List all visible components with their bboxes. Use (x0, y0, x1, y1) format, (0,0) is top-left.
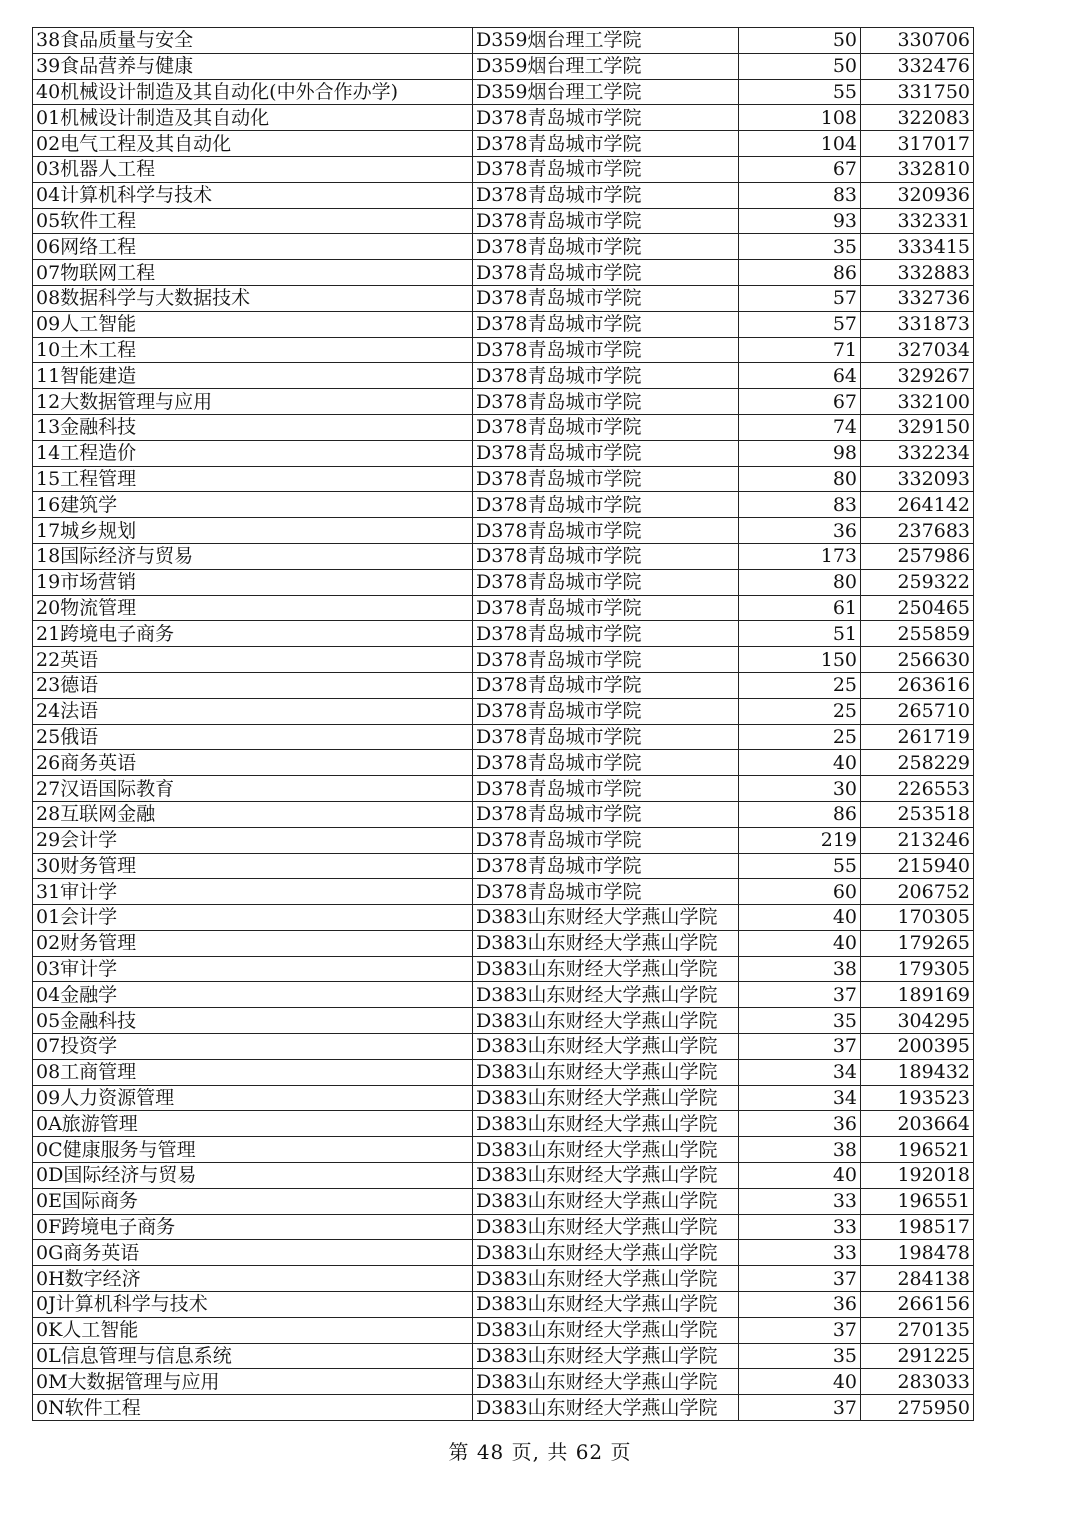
rank-cell: 258229 (861, 750, 974, 776)
rank-cell: 329150 (861, 414, 974, 440)
rank-cell: 332810 (861, 156, 974, 182)
admission-table (32, 27, 974, 1421)
count-cell: 37 (739, 1317, 861, 1343)
table-row (33, 853, 974, 879)
count-cell: 37 (739, 982, 861, 1008)
school-cell: D378青岛城市学院 (473, 414, 739, 440)
school-cell: D378青岛城市学院 (473, 801, 739, 827)
table-row (33, 724, 974, 750)
rank-cell: 329267 (861, 363, 974, 389)
table-row (33, 1395, 974, 1421)
major-cell: 0N软件工程 (33, 1395, 473, 1421)
rank-cell: 200395 (861, 1034, 974, 1060)
count-cell: 86 (739, 801, 861, 827)
table-row (33, 285, 974, 311)
school-cell: D378青岛城市学院 (473, 156, 739, 182)
school-cell: D378青岛城市学院 (473, 698, 739, 724)
table-row (33, 982, 974, 1008)
school-cell: D378青岛城市学院 (473, 879, 739, 905)
rank-cell: 322083 (861, 105, 974, 131)
school-cell: D383山东财经大学燕山学院 (473, 1317, 739, 1343)
count-cell: 25 (739, 672, 861, 698)
school-cell: D378青岛城市学院 (473, 853, 739, 879)
rank-cell: 261719 (861, 724, 974, 750)
table-row (33, 414, 974, 440)
school-cell: D383山东财经大学燕山学院 (473, 1292, 739, 1318)
rank-cell: 179305 (861, 956, 974, 982)
rank-cell: 283033 (861, 1369, 974, 1395)
count-cell: 173 (739, 543, 861, 569)
table-row (33, 1059, 974, 1085)
school-cell: D378青岛城市学院 (473, 569, 739, 595)
major-cell: 38食品质量与安全 (33, 28, 473, 54)
school-cell: D378青岛城市学院 (473, 131, 739, 157)
school-cell: D383山东财经大学燕山学院 (473, 1266, 739, 1292)
major-cell: 19市场营销 (33, 569, 473, 595)
page-number-footer: 第 48 页, 共 62 页 (448, 1440, 632, 1464)
count-cell: 25 (739, 698, 861, 724)
major-cell: 27汉语国际教育 (33, 776, 473, 802)
school-cell: D378青岛城市学院 (473, 337, 739, 363)
count-cell: 33 (739, 1240, 861, 1266)
table-row (33, 905, 974, 931)
table-row (33, 569, 974, 595)
count-cell: 74 (739, 414, 861, 440)
rank-cell: 284138 (861, 1266, 974, 1292)
major-cell: 0G商务英语 (33, 1240, 473, 1266)
count-cell: 40 (739, 930, 861, 956)
major-cell: 07投资学 (33, 1034, 473, 1060)
school-cell: D383山东财经大学燕山学院 (473, 1395, 739, 1421)
count-cell: 38 (739, 956, 861, 982)
school-cell: D383山东财经大学燕山学院 (473, 1343, 739, 1369)
major-cell: 0F跨境电子商务 (33, 1214, 473, 1240)
school-cell: D383山东财经大学燕山学院 (473, 1214, 739, 1240)
admission-table-body (33, 28, 974, 1421)
school-cell: D383山东财经大学燕山学院 (473, 1008, 739, 1034)
rank-cell: 198478 (861, 1240, 974, 1266)
count-cell: 36 (739, 518, 861, 544)
table-row (33, 543, 974, 569)
rank-cell: 291225 (861, 1343, 974, 1369)
count-cell: 33 (739, 1214, 861, 1240)
school-cell: D378青岛城市学院 (473, 260, 739, 286)
count-cell: 219 (739, 827, 861, 853)
table-row (33, 182, 974, 208)
rank-cell: 266156 (861, 1292, 974, 1318)
major-cell: 21跨境电子商务 (33, 621, 473, 647)
school-cell: D378青岛城市学院 (473, 543, 739, 569)
major-cell: 15工程管理 (33, 466, 473, 492)
school-cell: D383山东财经大学燕山学院 (473, 956, 739, 982)
table-row (33, 1343, 974, 1369)
major-cell: 28互联网金融 (33, 801, 473, 827)
major-cell: 20物流管理 (33, 595, 473, 621)
table-row (33, 208, 974, 234)
school-cell: D359烟台理工学院 (473, 28, 739, 54)
major-cell: 40机械设计制造及其自动化(中外合作办学) (33, 79, 473, 105)
table-row (33, 466, 974, 492)
count-cell: 67 (739, 389, 861, 415)
rank-cell: 304295 (861, 1008, 974, 1034)
major-cell: 0L信息管理与信息系统 (33, 1343, 473, 1369)
table-row (33, 260, 974, 286)
school-cell: D378青岛城市学院 (473, 621, 739, 647)
count-cell: 83 (739, 182, 861, 208)
school-cell: D383山东财经大学燕山学院 (473, 1034, 739, 1060)
count-cell: 55 (739, 853, 861, 879)
school-cell: D378青岛城市学院 (473, 311, 739, 337)
count-cell: 150 (739, 647, 861, 673)
rank-cell: 332331 (861, 208, 974, 234)
table-row (33, 621, 974, 647)
school-cell: D383山东财经大学燕山学院 (473, 1163, 739, 1189)
table-row (33, 337, 974, 363)
school-cell: D378青岛城市学院 (473, 466, 739, 492)
count-cell: 61 (739, 595, 861, 621)
count-cell: 40 (739, 1369, 861, 1395)
count-cell: 98 (739, 440, 861, 466)
count-cell: 93 (739, 208, 861, 234)
major-cell: 03审计学 (33, 956, 473, 982)
major-cell: 23德语 (33, 672, 473, 698)
table-row (33, 492, 974, 518)
school-cell: D383山东财经大学燕山学院 (473, 1111, 739, 1137)
school-cell: D378青岛城市学院 (473, 182, 739, 208)
major-cell: 03机器人工程 (33, 156, 473, 182)
school-cell: D378青岛城市学院 (473, 750, 739, 776)
school-cell: D383山东财经大学燕山学院 (473, 1188, 739, 1214)
count-cell: 60 (739, 879, 861, 905)
rank-cell: 226553 (861, 776, 974, 802)
rank-cell: 196551 (861, 1188, 974, 1214)
table-row (33, 363, 974, 389)
count-cell: 51 (739, 621, 861, 647)
school-cell: D378青岛城市学院 (473, 285, 739, 311)
count-cell: 33 (739, 1188, 861, 1214)
rank-cell: 331750 (861, 79, 974, 105)
count-cell: 57 (739, 311, 861, 337)
count-cell: 64 (739, 363, 861, 389)
table-row (33, 1240, 974, 1266)
table-row (33, 879, 974, 905)
count-cell: 57 (739, 285, 861, 311)
count-cell: 35 (739, 1343, 861, 1369)
count-cell: 34 (739, 1085, 861, 1111)
school-cell: D378青岛城市学院 (473, 492, 739, 518)
count-cell: 35 (739, 234, 861, 260)
table-row (33, 930, 974, 956)
major-cell: 0M大数据管理与应用 (33, 1369, 473, 1395)
table-row (33, 827, 974, 853)
table-row (33, 1266, 974, 1292)
rank-cell: 253518 (861, 801, 974, 827)
rank-cell: 179265 (861, 930, 974, 956)
rank-cell: 198517 (861, 1214, 974, 1240)
school-cell: D378青岛城市学院 (473, 595, 739, 621)
table-row (33, 440, 974, 466)
count-cell: 37 (739, 1395, 861, 1421)
rank-cell: 265710 (861, 698, 974, 724)
school-cell: D383山东财经大学燕山学院 (473, 930, 739, 956)
rank-cell: 189169 (861, 982, 974, 1008)
major-cell: 10土木工程 (33, 337, 473, 363)
table-row (33, 672, 974, 698)
count-cell: 86 (739, 260, 861, 286)
major-cell: 04计算机科学与技术 (33, 182, 473, 208)
count-cell: 40 (739, 905, 861, 931)
table-row (33, 53, 974, 79)
count-cell: 71 (739, 337, 861, 363)
rank-cell: 275950 (861, 1395, 974, 1421)
major-cell: 29会计学 (33, 827, 473, 853)
rank-cell: 189432 (861, 1059, 974, 1085)
table-row (33, 1085, 974, 1111)
table-row (33, 518, 974, 544)
major-cell: 14工程造价 (33, 440, 473, 466)
school-cell: D383山东财经大学燕山学院 (473, 982, 739, 1008)
count-cell: 40 (739, 1163, 861, 1189)
major-cell: 25俄语 (33, 724, 473, 750)
rank-cell: 257986 (861, 543, 974, 569)
count-cell: 37 (739, 1266, 861, 1292)
major-cell: 07物联网工程 (33, 260, 473, 286)
rank-cell: 332736 (861, 285, 974, 311)
major-cell: 26商务英语 (33, 750, 473, 776)
rank-cell: 196521 (861, 1137, 974, 1163)
count-cell: 108 (739, 105, 861, 131)
major-cell: 02电气工程及其自动化 (33, 131, 473, 157)
table-row (33, 750, 974, 776)
major-cell: 08数据科学与大数据技术 (33, 285, 473, 311)
table-row (33, 131, 974, 157)
table-row (33, 1137, 974, 1163)
count-cell: 35 (739, 1008, 861, 1034)
major-cell: 01机械设计制造及其自动化 (33, 105, 473, 131)
rank-cell: 317017 (861, 131, 974, 157)
rank-cell: 259322 (861, 569, 974, 595)
school-cell: D383山东财经大学燕山学院 (473, 1137, 739, 1163)
school-cell: D359烟台理工学院 (473, 79, 739, 105)
major-cell: 39食品营养与健康 (33, 53, 473, 79)
table-row (33, 647, 974, 673)
count-cell: 80 (739, 569, 861, 595)
table-row (33, 156, 974, 182)
count-cell: 36 (739, 1292, 861, 1318)
school-cell: D378青岛城市学院 (473, 776, 739, 802)
table-row (33, 1369, 974, 1395)
table-row (33, 1034, 974, 1060)
major-cell: 06网络工程 (33, 234, 473, 260)
table-row (33, 234, 974, 260)
count-cell: 38 (739, 1137, 861, 1163)
major-cell: 0C健康服务与管理 (33, 1137, 473, 1163)
count-cell: 30 (739, 776, 861, 802)
rank-cell: 320936 (861, 182, 974, 208)
rank-cell: 170305 (861, 905, 974, 931)
table-row (33, 1111, 974, 1137)
rank-cell: 331873 (861, 311, 974, 337)
school-cell: D383山东财经大学燕山学院 (473, 905, 739, 931)
table-row (33, 698, 974, 724)
school-cell: D378青岛城市学院 (473, 672, 739, 698)
major-cell: 05软件工程 (33, 208, 473, 234)
major-cell: 0H数字经济 (33, 1266, 473, 1292)
school-cell: D383山东财经大学燕山学院 (473, 1240, 739, 1266)
school-cell: D378青岛城市学院 (473, 724, 739, 750)
major-cell: 0J计算机科学与技术 (33, 1292, 473, 1318)
table-row (33, 1214, 974, 1240)
school-cell: D378青岛城市学院 (473, 105, 739, 131)
rank-cell: 327034 (861, 337, 974, 363)
school-cell: D378青岛城市学院 (473, 518, 739, 544)
school-cell: D383山东财经大学燕山学院 (473, 1369, 739, 1395)
table-row (33, 311, 974, 337)
major-cell: 24法语 (33, 698, 473, 724)
major-cell: 30财务管理 (33, 853, 473, 879)
rank-cell: 333415 (861, 234, 974, 260)
rank-cell: 256630 (861, 647, 974, 673)
table-row (33, 79, 974, 105)
major-cell: 18国际经济与贸易 (33, 543, 473, 569)
rank-cell: 192018 (861, 1163, 974, 1189)
rank-cell: 330706 (861, 28, 974, 54)
table-row (33, 1292, 974, 1318)
major-cell: 0K人工智能 (33, 1317, 473, 1343)
table-row (33, 956, 974, 982)
major-cell: 01会计学 (33, 905, 473, 931)
rank-cell: 206752 (861, 879, 974, 905)
school-cell: D383山东财经大学燕山学院 (473, 1059, 739, 1085)
table-row (33, 595, 974, 621)
table-row (33, 28, 974, 54)
admission-table-container (32, 27, 973, 1421)
major-cell: 17城乡规划 (33, 518, 473, 544)
school-cell: D378青岛城市学院 (473, 208, 739, 234)
rank-cell: 270135 (861, 1317, 974, 1343)
school-cell: D378青岛城市学院 (473, 647, 739, 673)
rank-cell: 250465 (861, 595, 974, 621)
major-cell: 04金融学 (33, 982, 473, 1008)
school-cell: D378青岛城市学院 (473, 234, 739, 260)
count-cell: 50 (739, 28, 861, 54)
count-cell: 36 (739, 1111, 861, 1137)
count-cell: 104 (739, 131, 861, 157)
major-cell: 11智能建造 (33, 363, 473, 389)
major-cell: 05金融科技 (33, 1008, 473, 1034)
rank-cell: 193523 (861, 1085, 974, 1111)
rank-cell: 263616 (861, 672, 974, 698)
school-cell: D378青岛城市学院 (473, 363, 739, 389)
table-row (33, 1188, 974, 1214)
school-cell: D378青岛城市学院 (473, 440, 739, 466)
count-cell: 83 (739, 492, 861, 518)
table-row (33, 1163, 974, 1189)
count-cell: 50 (739, 53, 861, 79)
rank-cell: 203664 (861, 1111, 974, 1137)
count-cell: 37 (739, 1034, 861, 1060)
rank-cell: 264142 (861, 492, 974, 518)
major-cell: 0D国际经济与贸易 (33, 1163, 473, 1189)
rank-cell: 255859 (861, 621, 974, 647)
major-cell: 16建筑学 (33, 492, 473, 518)
table-row (33, 801, 974, 827)
table-row (33, 1008, 974, 1034)
major-cell: 12大数据管理与应用 (33, 389, 473, 415)
major-cell: 02财务管理 (33, 930, 473, 956)
school-cell: D378青岛城市学院 (473, 827, 739, 853)
count-cell: 55 (739, 79, 861, 105)
school-cell: D383山东财经大学燕山学院 (473, 1085, 739, 1111)
major-cell: 0A旅游管理 (33, 1111, 473, 1137)
rank-cell: 332476 (861, 53, 974, 79)
rank-cell: 332234 (861, 440, 974, 466)
major-cell: 09人工智能 (33, 311, 473, 337)
rank-cell: 332093 (861, 466, 974, 492)
count-cell: 80 (739, 466, 861, 492)
table-row (33, 1317, 974, 1343)
table-row (33, 389, 974, 415)
rank-cell: 332100 (861, 389, 974, 415)
major-cell: 09人力资源管理 (33, 1085, 473, 1111)
table-row (33, 776, 974, 802)
rank-cell: 213246 (861, 827, 974, 853)
rank-cell: 215940 (861, 853, 974, 879)
rank-cell: 332883 (861, 260, 974, 286)
school-cell: D378青岛城市学院 (473, 389, 739, 415)
count-cell: 25 (739, 724, 861, 750)
school-cell: D359烟台理工学院 (473, 53, 739, 79)
major-cell: 08工商管理 (33, 1059, 473, 1085)
major-cell: 22英语 (33, 647, 473, 673)
count-cell: 40 (739, 750, 861, 776)
major-cell: 31审计学 (33, 879, 473, 905)
count-cell: 34 (739, 1059, 861, 1085)
table-row (33, 105, 974, 131)
count-cell: 67 (739, 156, 861, 182)
rank-cell: 237683 (861, 518, 974, 544)
major-cell: 0E国际商务 (33, 1188, 473, 1214)
major-cell: 13金融科技 (33, 414, 473, 440)
